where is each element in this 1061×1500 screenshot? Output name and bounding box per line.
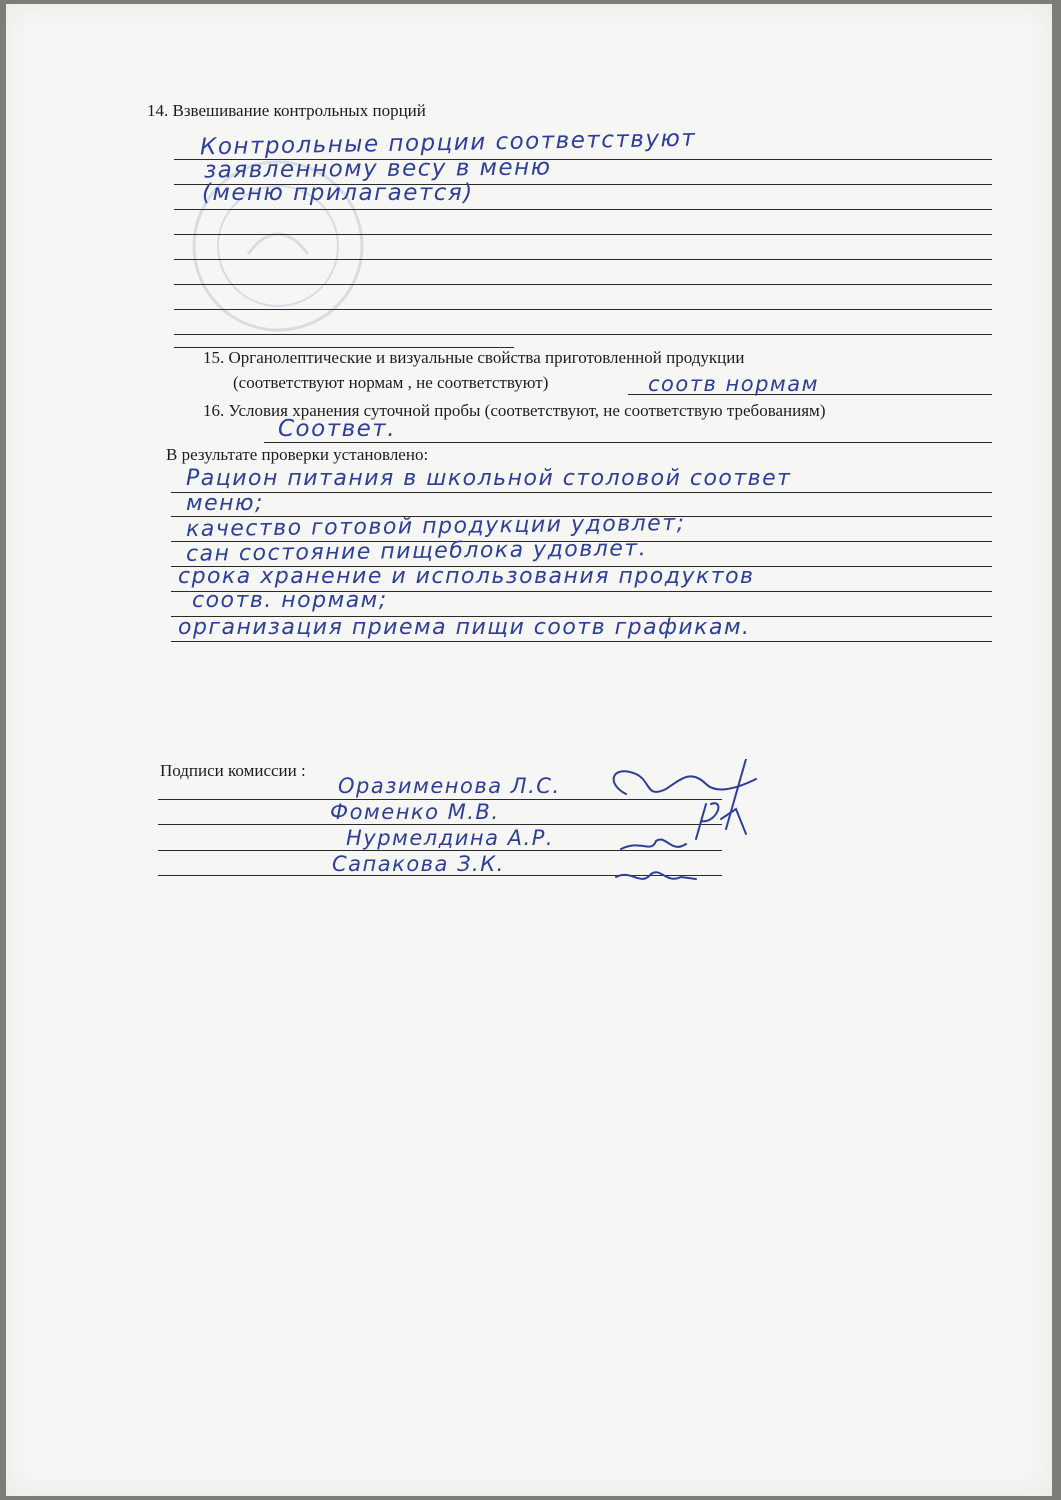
handwritten-line: Рацион питания в школьной столовой соответ [186,466,792,491]
handwritten-line: качество готовой продукции удовлет; [185,510,686,543]
answer-line [174,234,992,235]
signature-scribbles-icon [596,759,826,899]
answer-line [174,259,992,260]
answer-line [174,284,992,285]
answer-line [174,309,992,310]
handwritten-line: сан состояние пищеблока удовлет. [185,536,648,567]
result-heading: В результате проверки установлено: [166,445,429,464]
section14-heading: 14. Взвешивание контрольных порций [147,101,426,120]
handwritten-line: организация приема пищи соотв графикам. [178,615,751,640]
section15-line2: (соответствуют нормам , не соответствуют) [233,373,549,392]
section16-line1: 16. Условия хранения суточной пробы (соответствуют, не соответствую требованиям) [203,401,826,420]
handwritten-line: соотв. нормам; [192,588,388,613]
answer-line [174,334,992,335]
handwritten-line: меню; [186,491,264,516]
document-sheet [6,4,1052,1496]
answer-line [171,492,992,493]
handwritten-line: (меню прилагается) [202,180,474,206]
commission-member: Фоменко М.В. [330,800,500,824]
answer-line [171,641,992,642]
answer-line [174,209,992,210]
handwritten-answer: Соответ. [278,416,397,442]
handwritten-answer: соотв нормам [648,372,819,396]
commission-member: Оразименова Л.С. [338,774,561,798]
handwritten-line: заявленному весу в меню [203,154,552,184]
commission-member: Нурмелдина А.Р. [346,826,555,850]
answer-line [264,442,992,443]
handwritten-line: срока хранение и использования продуктов [178,564,755,589]
handwritten-line: Контрольные порции соответствуют [199,125,697,161]
commission-member: Сапакова З.К. [332,852,505,876]
commission-heading: Подписи комиссии : [160,761,306,780]
section15-line1: 15. Органолептические и визуальные свойства приготовленной продукции [203,348,745,367]
